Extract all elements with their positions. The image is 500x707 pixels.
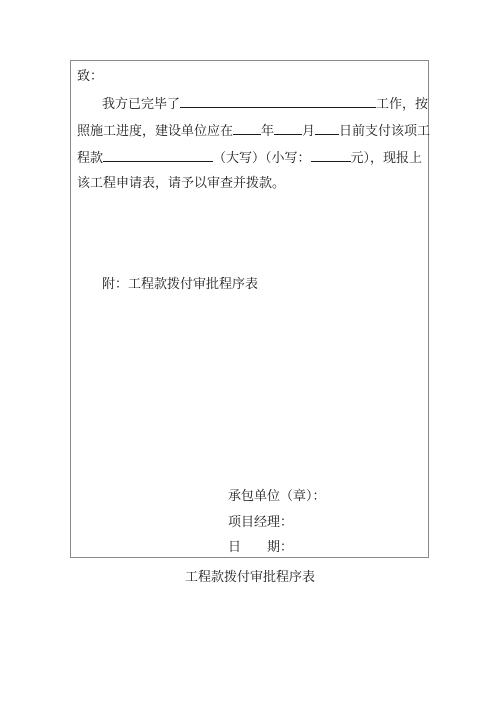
month-blank[interactable] xyxy=(274,122,302,135)
letter-line-2 xyxy=(77,122,430,140)
letter-line-3 xyxy=(77,149,422,167)
work-blank[interactable] xyxy=(180,95,376,108)
month-label: 月 xyxy=(302,124,316,139)
line3-suffix: 元），现报上 xyxy=(350,151,423,166)
line2-suffix: 日前支付该项工 xyxy=(339,124,431,139)
year-blank[interactable] xyxy=(233,122,261,135)
amount-uppercase-blank[interactable] xyxy=(103,149,213,162)
line1-prefix: 我方已完毕了 xyxy=(102,97,181,112)
line3-middle: （大写）（小写： xyxy=(213,151,311,166)
year-label: 年 xyxy=(261,124,275,139)
form-frame xyxy=(70,60,429,558)
salutation: 致： xyxy=(77,69,104,84)
line1-suffix: 工作，按 xyxy=(376,97,429,112)
date-label: 日 期： xyxy=(228,540,294,555)
day-blank[interactable] xyxy=(315,122,339,135)
contractor-label: 承包单位（章）： xyxy=(228,489,326,504)
attachment-note: 附：工程款拨付审批程序表 xyxy=(102,277,259,292)
caption: 工程款拨付审批程序表 xyxy=(184,570,315,585)
letter-line-1 xyxy=(102,95,428,113)
letter-line-4: 该工程申请表，请予以审查并拨款。 xyxy=(77,176,286,191)
line3-prefix: 程款 xyxy=(77,151,104,166)
amount-lowercase-blank[interactable] xyxy=(311,149,351,162)
project-manager-label: 项目经理： xyxy=(228,515,294,530)
line2-text: 照施工进度，建设单位应在 xyxy=(77,124,234,139)
